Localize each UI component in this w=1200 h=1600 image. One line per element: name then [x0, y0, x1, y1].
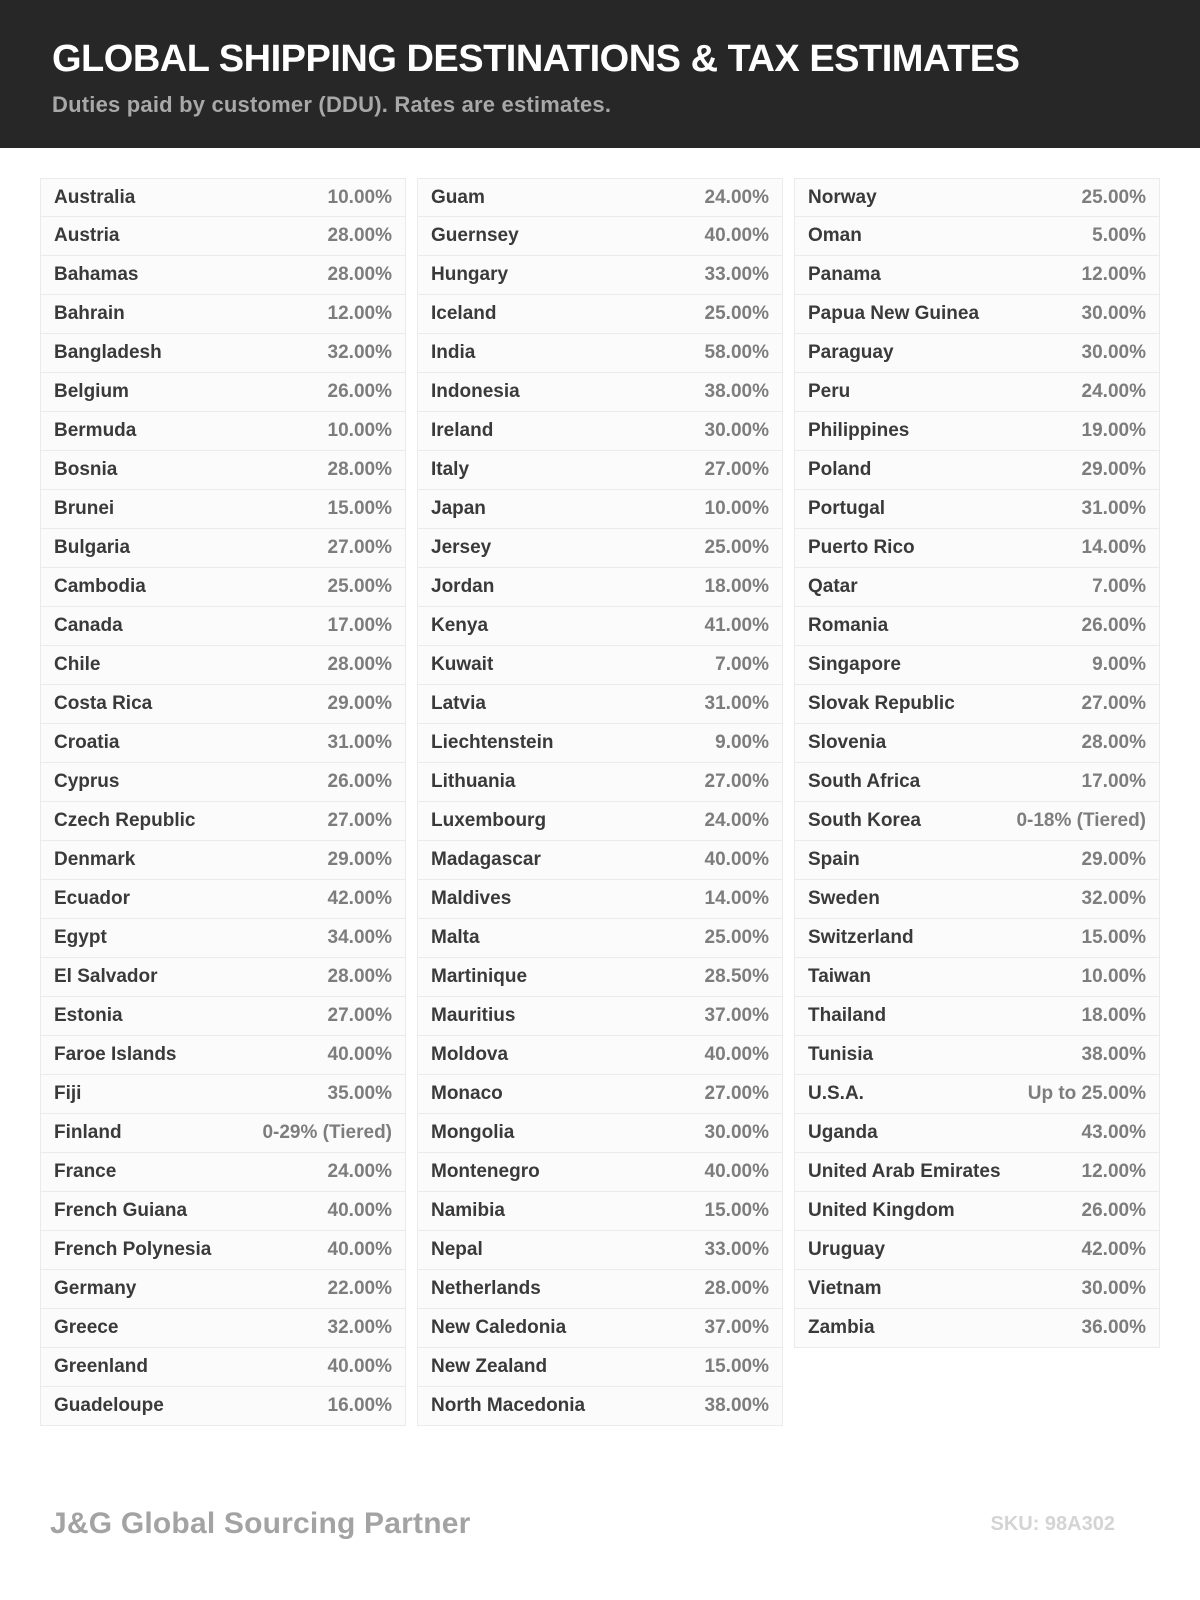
tax-rate: 30.00%	[1081, 342, 1146, 363]
tax-rate: 24.00%	[704, 186, 769, 208]
country-name: Ireland	[431, 420, 494, 441]
country-name: Spain	[808, 849, 860, 870]
tax-rate: 35.00%	[327, 1083, 392, 1104]
table-row	[794, 256, 1160, 295]
tax-rate: 25.00%	[327, 576, 392, 597]
table-row	[794, 1231, 1160, 1270]
tax-rate: 37.00%	[704, 1005, 769, 1026]
country-name: Estonia	[54, 1005, 123, 1026]
country-name: Chile	[54, 654, 101, 675]
country-name: Maldives	[431, 888, 512, 909]
table-row	[417, 256, 783, 295]
tax-rate: 26.00%	[327, 771, 392, 792]
table-row	[417, 1231, 783, 1270]
country-name: Peru	[808, 381, 851, 402]
tax-rate: 28.00%	[327, 225, 392, 246]
table-row	[794, 334, 1160, 373]
country-name: Papua New Guinea	[808, 303, 980, 324]
tax-rate: 0-18% (Tiered)	[1016, 810, 1146, 831]
tax-rate: 28.00%	[327, 654, 392, 675]
tax-rate: 27.00%	[327, 537, 392, 558]
country-name: Indonesia	[431, 381, 520, 402]
table-row	[794, 685, 1160, 724]
tax-rate: 29.00%	[1081, 459, 1146, 480]
country-name: Czech Republic	[54, 810, 196, 831]
table-row	[40, 880, 406, 919]
tax-rate: 25.00%	[704, 303, 769, 324]
tax-rate: 42.00%	[1081, 1239, 1146, 1260]
table-row	[40, 1036, 406, 1075]
table-row	[794, 1192, 1160, 1231]
country-name: Cyprus	[54, 771, 120, 792]
country-name: Guernsey	[431, 225, 519, 246]
country-name: Taiwan	[808, 966, 871, 987]
table-row	[417, 1309, 783, 1348]
tax-rate: 28.00%	[327, 264, 392, 285]
table-row	[794, 1036, 1160, 1075]
country-name: Thailand	[808, 1005, 887, 1026]
table-row	[794, 412, 1160, 451]
table-row	[794, 451, 1160, 490]
table-row	[40, 1309, 406, 1348]
table-row	[417, 295, 783, 334]
table-row	[40, 997, 406, 1036]
country-name: Puerto Rico	[808, 537, 915, 558]
country-name: Cambodia	[54, 576, 146, 597]
table-row	[417, 490, 783, 529]
tax-rate: 40.00%	[327, 1239, 392, 1260]
country-name: Portugal	[808, 498, 886, 519]
country-name: Bermuda	[54, 420, 137, 441]
country-name: Bangladesh	[54, 342, 162, 363]
table-row	[794, 529, 1160, 568]
tax-rate: 15.00%	[1081, 927, 1146, 948]
country-name: Qatar	[808, 576, 858, 597]
tax-rate: 30.00%	[1081, 1278, 1146, 1299]
tax-rate: 12.00%	[327, 303, 392, 324]
country-name: Austria	[54, 225, 120, 246]
tax-rate: 40.00%	[327, 1044, 392, 1065]
table-row	[40, 802, 406, 841]
country-name: Philippines	[808, 420, 910, 441]
tax-rate: 40.00%	[704, 1161, 769, 1182]
country-name: Australia	[54, 186, 136, 208]
table-row	[40, 685, 406, 724]
tax-rate: 26.00%	[1081, 1200, 1146, 1221]
tax-rate: 27.00%	[704, 459, 769, 480]
table-row	[417, 997, 783, 1036]
table-row	[40, 412, 406, 451]
tax-rate: 27.00%	[327, 810, 392, 831]
country-name: New Caledonia	[431, 1317, 567, 1338]
tax-rate: 31.00%	[1081, 498, 1146, 519]
table-row	[40, 295, 406, 334]
table-row	[794, 880, 1160, 919]
country-name: United Kingdom	[808, 1200, 955, 1221]
country-name: Uganda	[808, 1122, 878, 1143]
tax-rate: 38.00%	[704, 1395, 769, 1416]
country-name: El Salvador	[54, 966, 158, 987]
table-row	[417, 451, 783, 490]
tax-rate: 14.00%	[704, 888, 769, 909]
tax-rate: 32.00%	[327, 342, 392, 363]
tax-rate: 12.00%	[1081, 264, 1146, 285]
tax-rate: 30.00%	[704, 420, 769, 441]
table-row	[40, 763, 406, 802]
tax-rate: 32.00%	[1081, 888, 1146, 909]
country-name: Jordan	[431, 576, 495, 597]
country-name: Denmark	[54, 849, 136, 870]
table-row	[794, 802, 1160, 841]
tax-rate: 25.00%	[704, 537, 769, 558]
table-row	[417, 646, 783, 685]
country-name: Tunisia	[808, 1044, 874, 1065]
table-row	[794, 373, 1160, 412]
tax-rate: 36.00%	[1081, 1317, 1146, 1338]
tax-rate: 58.00%	[704, 342, 769, 363]
tax-rate: 28.50%	[704, 966, 769, 987]
tax-rate: Up to 25.00%	[1027, 1083, 1146, 1104]
tax-rate: 28.00%	[327, 459, 392, 480]
sku-label: SKU: 98A302	[990, 1512, 1115, 1535]
country-name: France	[54, 1161, 117, 1182]
tax-rate: 5.00%	[1092, 225, 1146, 246]
tax-rate: 33.00%	[704, 1239, 769, 1260]
country-name: Montenegro	[431, 1161, 540, 1182]
table-row	[40, 1192, 406, 1231]
country-name: Guadeloupe	[54, 1395, 164, 1416]
tax-rate: 29.00%	[1081, 849, 1146, 870]
tax-rate: 32.00%	[327, 1317, 392, 1338]
country-name: South Korea	[808, 810, 921, 831]
tax-rate: 0-29% (Tiered)	[262, 1122, 392, 1143]
country-name: Kuwait	[431, 654, 494, 675]
country-name: Singapore	[808, 654, 901, 675]
country-name: Kenya	[431, 615, 489, 636]
country-name: Switzerland	[808, 927, 914, 948]
table-row	[794, 217, 1160, 256]
table-row	[417, 880, 783, 919]
table-row	[40, 451, 406, 490]
table-row	[40, 919, 406, 958]
tax-rate: 43.00%	[1081, 1122, 1146, 1143]
table-row	[40, 256, 406, 295]
table-row	[794, 607, 1160, 646]
page-footer	[0, 1492, 1200, 1556]
rates-table	[0, 178, 1200, 1426]
tax-rate: 30.00%	[1081, 303, 1146, 324]
table-row	[40, 217, 406, 256]
table-row	[40, 607, 406, 646]
country-name: Liechtenstein	[431, 732, 554, 753]
tax-rate: 19.00%	[1081, 420, 1146, 441]
table-row	[794, 763, 1160, 802]
rates-column-3	[794, 178, 1160, 1348]
tax-rate: 25.00%	[1081, 186, 1146, 208]
country-name: Greenland	[54, 1356, 148, 1377]
table-row	[417, 763, 783, 802]
country-name: Sweden	[808, 888, 880, 909]
tax-rate: 29.00%	[327, 849, 392, 870]
tax-rate: 29.00%	[327, 693, 392, 714]
table-row	[40, 646, 406, 685]
country-name: Zambia	[808, 1317, 875, 1338]
tax-rate: 40.00%	[704, 1044, 769, 1065]
table-row	[40, 334, 406, 373]
page-title: GLOBAL SHIPPING DESTINATIONS & TAX ESTIMATES	[52, 38, 1020, 80]
table-row	[40, 1114, 406, 1153]
rates-column-2	[417, 178, 783, 1426]
table-row	[417, 802, 783, 841]
table-row	[40, 1270, 406, 1309]
country-name: French Guiana	[54, 1200, 188, 1221]
table-row	[794, 724, 1160, 763]
tax-rate: 38.00%	[704, 381, 769, 402]
tax-rate: 15.00%	[704, 1200, 769, 1221]
table-row	[417, 1387, 783, 1426]
table-row	[417, 1270, 783, 1309]
country-name: Monaco	[431, 1083, 503, 1104]
country-name: Japan	[431, 498, 486, 519]
country-name: Brunei	[54, 498, 115, 519]
tax-rate: 42.00%	[327, 888, 392, 909]
table-row	[40, 490, 406, 529]
table-row	[794, 997, 1160, 1036]
country-name: Latvia	[431, 693, 486, 714]
brand-name: J&G Global Sourcing Partner	[50, 1507, 471, 1540]
table-row	[40, 1075, 406, 1114]
table-row	[40, 1153, 406, 1192]
tax-rate: 25.00%	[704, 927, 769, 948]
country-name: Moldova	[431, 1044, 509, 1065]
table-row	[417, 1153, 783, 1192]
country-name: Faroe Islands	[54, 1044, 177, 1065]
table-row	[417, 685, 783, 724]
country-name: New Zealand	[431, 1356, 548, 1377]
country-name: Bahamas	[54, 264, 139, 285]
tax-rate: 38.00%	[1081, 1044, 1146, 1065]
tax-rate: 16.00%	[327, 1395, 392, 1416]
country-name: Oman	[808, 225, 862, 246]
country-name: Egypt	[54, 927, 107, 948]
tax-rate: 27.00%	[704, 771, 769, 792]
country-name: Iceland	[431, 303, 497, 324]
country-name: Mongolia	[431, 1122, 515, 1143]
country-name: Costa Rica	[54, 693, 153, 714]
country-name: Martinique	[431, 966, 528, 987]
country-name: French Polynesia	[54, 1239, 212, 1260]
country-name: Mauritius	[431, 1005, 516, 1026]
table-row	[40, 1348, 406, 1387]
tax-rate: 26.00%	[1081, 615, 1146, 636]
table-row	[794, 568, 1160, 607]
table-row	[40, 373, 406, 412]
country-name: Luxembourg	[431, 810, 547, 831]
table-row	[40, 568, 406, 607]
tax-rate: 9.00%	[715, 732, 769, 753]
country-name: United Arab Emirates	[808, 1161, 1001, 1182]
tax-rate: 24.00%	[704, 810, 769, 831]
tax-rate: 27.00%	[704, 1083, 769, 1104]
tax-rate: 37.00%	[704, 1317, 769, 1338]
tax-rate: 26.00%	[327, 381, 392, 402]
country-name: Hungary	[431, 264, 509, 285]
table-row	[417, 919, 783, 958]
tax-rate: 18.00%	[1081, 1005, 1146, 1026]
tax-rate: 28.00%	[327, 966, 392, 987]
table-row	[794, 1153, 1160, 1192]
tax-rate: 40.00%	[704, 225, 769, 246]
tax-rate: 14.00%	[1081, 537, 1146, 558]
country-name: Finland	[54, 1122, 122, 1143]
country-name: Nepal	[431, 1239, 483, 1260]
country-name: Lithuania	[431, 771, 516, 792]
country-name: Canada	[54, 615, 123, 636]
country-name: Romania	[808, 615, 889, 636]
table-row	[40, 178, 406, 217]
table-row	[794, 1309, 1160, 1348]
table-row	[417, 1348, 783, 1387]
tax-rate: 17.00%	[327, 615, 392, 636]
table-row	[40, 529, 406, 568]
tax-rate: 27.00%	[1081, 693, 1146, 714]
page-subtitle: Duties paid by customer (DDU). Rates are estimates.	[52, 91, 612, 117]
country-name: India	[431, 342, 476, 363]
tax-rate: 10.00%	[1081, 966, 1146, 987]
tax-rate: 7.00%	[715, 654, 769, 675]
country-name: U.S.A.	[808, 1083, 864, 1104]
tax-rate: 40.00%	[327, 1200, 392, 1221]
page-header	[0, 0, 1200, 148]
table-row	[40, 958, 406, 997]
table-row	[417, 958, 783, 997]
tax-rate: 15.00%	[327, 498, 392, 519]
country-name: Jersey	[431, 537, 492, 558]
country-name: Panama	[808, 264, 881, 285]
table-row	[794, 1114, 1160, 1153]
tax-rate: 7.00%	[1092, 576, 1146, 597]
table-row	[794, 178, 1160, 217]
table-row	[794, 919, 1160, 958]
table-row	[417, 568, 783, 607]
country-name: Netherlands	[431, 1278, 541, 1299]
table-row	[417, 724, 783, 763]
country-name: North Macedonia	[431, 1395, 586, 1416]
tax-rate: 33.00%	[704, 264, 769, 285]
table-row	[417, 1192, 783, 1231]
country-name: Italy	[431, 459, 470, 480]
tax-rate: 41.00%	[704, 615, 769, 636]
tax-rate: 15.00%	[704, 1356, 769, 1377]
table-row	[417, 841, 783, 880]
country-name: Ecuador	[54, 888, 131, 909]
table-row	[40, 841, 406, 880]
table-row	[40, 724, 406, 763]
country-name: Fiji	[54, 1083, 82, 1104]
country-name: Madagascar	[431, 849, 541, 870]
table-row	[417, 373, 783, 412]
tax-rate: 40.00%	[327, 1356, 392, 1377]
country-name: Paraguay	[808, 342, 894, 363]
tax-rate: 18.00%	[704, 576, 769, 597]
table-row	[417, 217, 783, 256]
tax-rate: 28.00%	[1081, 732, 1146, 753]
country-name: South Africa	[808, 771, 921, 792]
tax-rate: 31.00%	[327, 732, 392, 753]
table-row	[417, 334, 783, 373]
tax-rate: 40.00%	[704, 849, 769, 870]
tax-rate: 31.00%	[704, 693, 769, 714]
country-name: Bulgaria	[54, 537, 131, 558]
country-name: Belgium	[54, 381, 129, 402]
tax-rate: 24.00%	[327, 1161, 392, 1182]
rates-column-1	[40, 178, 406, 1426]
table-row	[417, 607, 783, 646]
country-name: Slovenia	[808, 732, 887, 753]
country-name: Malta	[431, 927, 480, 948]
country-name: Slovak Republic	[808, 693, 955, 714]
country-name: Greece	[54, 1317, 119, 1338]
table-row	[794, 1075, 1160, 1114]
tax-rate: 27.00%	[327, 1005, 392, 1026]
country-name: Namibia	[431, 1200, 505, 1221]
table-row	[794, 646, 1160, 685]
table-row	[417, 412, 783, 451]
table-row	[794, 958, 1160, 997]
tax-rate: 28.00%	[704, 1278, 769, 1299]
tax-rate: 34.00%	[327, 927, 392, 948]
tax-rate: 17.00%	[1081, 771, 1146, 792]
tax-rate: 10.00%	[327, 420, 392, 441]
table-row	[417, 178, 783, 217]
tax-rate: 30.00%	[704, 1122, 769, 1143]
tax-rate: 9.00%	[1092, 654, 1146, 675]
table-row	[794, 490, 1160, 529]
tax-rate: 22.00%	[327, 1278, 392, 1299]
country-name: Vietnam	[808, 1278, 882, 1299]
table-row	[417, 1036, 783, 1075]
country-name: Norway	[808, 186, 877, 208]
country-name: Bosnia	[54, 459, 118, 480]
table-row	[794, 295, 1160, 334]
table-row	[417, 1114, 783, 1153]
tax-rate: 10.00%	[327, 186, 392, 208]
country-name: Germany	[54, 1278, 137, 1299]
table-row	[40, 1387, 406, 1426]
table-row	[417, 529, 783, 568]
country-name: Bahrain	[54, 303, 125, 324]
tax-rate: 12.00%	[1081, 1161, 1146, 1182]
tax-rate: 10.00%	[704, 498, 769, 519]
country-name: Guam	[431, 186, 485, 208]
table-row	[794, 1270, 1160, 1309]
table-row	[40, 1231, 406, 1270]
country-name: Croatia	[54, 732, 120, 753]
country-name: Poland	[808, 459, 872, 480]
table-row	[417, 1075, 783, 1114]
country-name: Uruguay	[808, 1239, 886, 1260]
tax-rate: 24.00%	[1081, 381, 1146, 402]
table-row	[794, 841, 1160, 880]
